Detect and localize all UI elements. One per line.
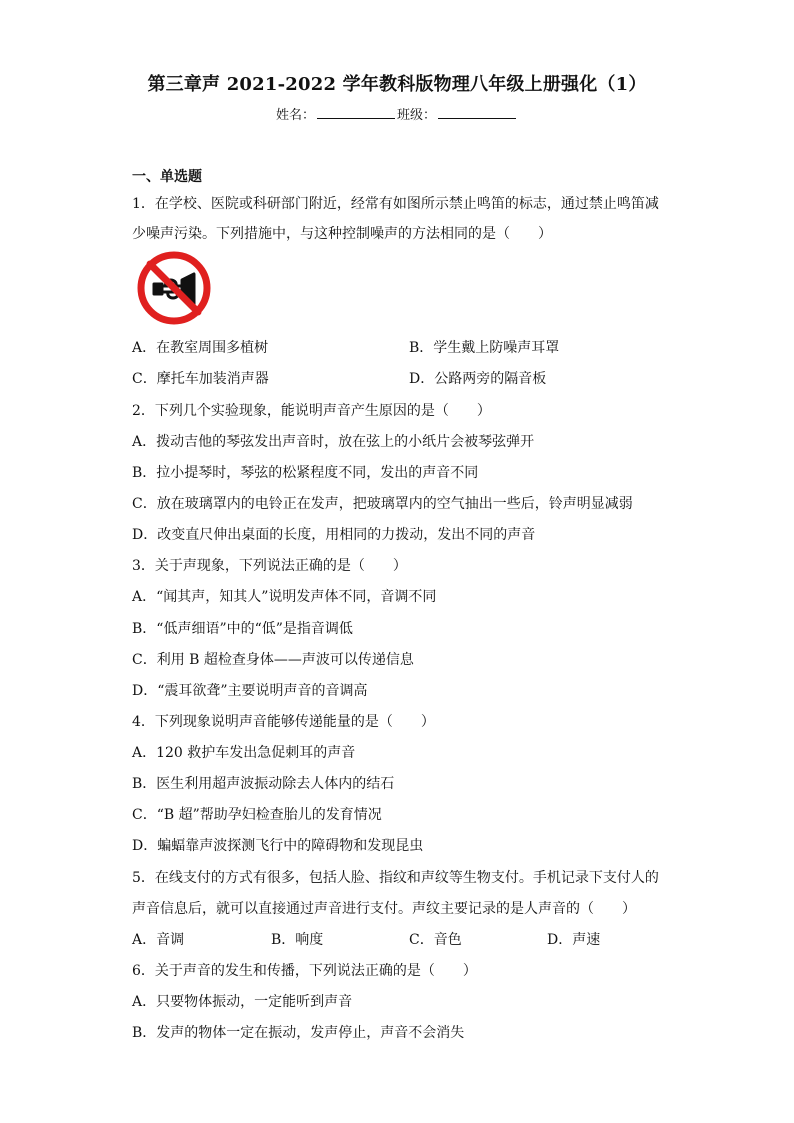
question-6-stem: 6．关于声音的发生和传播，下列说法正确的是（ ） (132, 963, 477, 979)
question-2-option-a: A．拨动吉他的琴弦发出声音时，放在弦上的小纸片会被琴弦弹开 (132, 434, 535, 450)
question-3-option-d: D．“震耳欲聋”主要说明声音的音调高 (132, 683, 368, 699)
question-5-option-d: D．声速 (547, 932, 601, 948)
no-horn-sign-icon (136, 250, 212, 326)
question-4-option-a: A．120 救护车发出急促刺耳的声音 (132, 745, 356, 761)
name-blank[interactable] (317, 106, 395, 119)
student-info (0, 104, 794, 123)
question-5-option-a: A．音调 (132, 932, 185, 948)
question-1-stem-line-2: 少噪声污染。下列措施中，与这种控制噪声的方法相同的是（ ） (132, 226, 552, 242)
question-6-option-b: B．发声的物体一定在振动，发声停止，声音不会消失 (132, 1025, 465, 1041)
question-2-option-c: C．放在玻璃罩内的电铃正在发声，把玻璃罩内的空气抽出一些后，铃声明显减弱 (132, 496, 633, 512)
page-title: 第三章声 2021-2022 学年教科版物理八年级上册强化（1） (147, 74, 647, 95)
section-title: 一、单选题 (132, 169, 202, 185)
question-2-option-b: B．拉小提琴时，琴弦的松紧程度不同，发出的声音不同 (132, 465, 479, 481)
question-1-option-c: C．摩托车加装消声器 (132, 371, 269, 387)
question-4-stem: 4．下列现象说明声音能够传递能量的是（ ） (132, 714, 435, 730)
question-3-option-c: C．利用 B 超检查身体——声波可以传递信息 (132, 652, 414, 668)
question-2-stem: 2．下列几个实验现象，能说明声音产生原因的是（ ） (132, 403, 491, 419)
question-5-option-b: B．响度 (271, 932, 324, 948)
question-1-option-d: D．公路两旁的隔音板 (409, 371, 547, 387)
question-4-option-d: D．蝙蝠靠声波探测飞行中的障碍物和发现昆虫 (132, 838, 424, 854)
question-4-option-b: B．医生利用超声波振动除去人体内的结石 (132, 776, 395, 792)
question-1-stem-line-1: 1．在学校、医院或科研部门附近，经常有如图所示禁止鸣笛的标志，通过禁止鸣笛减 (132, 196, 659, 212)
question-3-option-b: B．“低声细语”中的“低”是指音调低 (132, 621, 353, 637)
question-5-option-c: C．音色 (409, 932, 462, 948)
question-3-stem: 3．关于声现象，下列说法正确的是（ ） (132, 558, 407, 574)
question-2-option-d: D．改变直尺伸出桌面的长度，用相同的力拨动，发出不同的声音 (132, 527, 536, 543)
question-6-option-a: A．只要物体振动，一定能听到声音 (132, 994, 353, 1010)
class-label: 班级： (397, 108, 437, 123)
question-3-option-a: A．“闻其声，知其人”说明发声体不同，音调不同 (132, 589, 437, 605)
question-4-option-c: C．“B 超”帮助孕妇检查胎儿的发育情况 (132, 807, 382, 823)
class-blank[interactable] (438, 106, 516, 119)
question-1-option-b: B．学生戴上防噪声耳罩 (409, 340, 560, 356)
question-5-stem-line-2: 声音信息后，就可以直接通过声音进行支付。声纹主要记录的是人声音的（ ） (132, 901, 636, 917)
question-5-stem-line-1: 5．在线支付的方式有很多，包括人脸、指纹和声纹等生物支付。手机记录下支付人的 (132, 870, 659, 886)
question-1-option-a: A．在教室周围多植树 (132, 340, 269, 356)
name-label: 姓名： (275, 108, 315, 123)
